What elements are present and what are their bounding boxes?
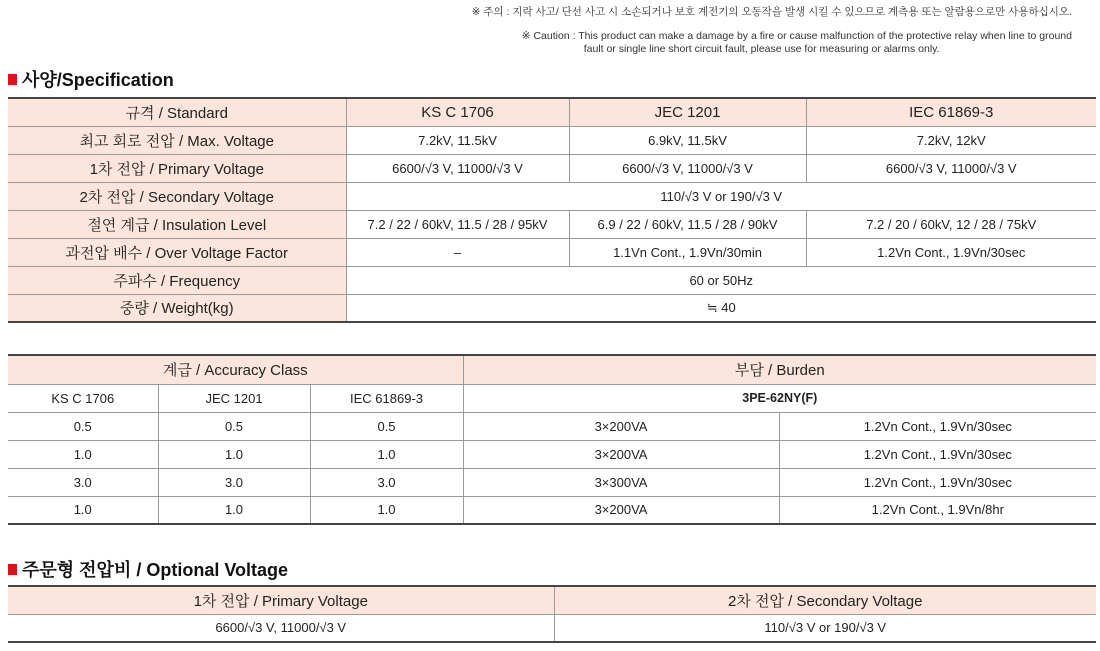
row-label: 최고 회로 전압 / Max. Voltage xyxy=(8,126,346,154)
spec-row-frequency xyxy=(8,266,1096,294)
cell-iec: 1.0 xyxy=(310,496,463,524)
row-label: 절연 계급 / Insulation Level xyxy=(8,210,346,238)
red-square-icon xyxy=(8,564,17,575)
spec-row-overvoltage xyxy=(8,238,1096,266)
spec-title-text: 사양/Specification xyxy=(22,70,174,90)
accuracy-subheader-row xyxy=(8,384,1096,412)
spec-header-standard: 규격 / Standard xyxy=(8,98,346,126)
cell-secondary: 110/√3 V or 190/√3 V xyxy=(554,614,1096,642)
optional-header-row xyxy=(8,586,1096,614)
caution-english-line2: fault or single line short circuit fault, please use for measuring or alarms only. xyxy=(583,43,940,55)
cell-burden: 3×300VA xyxy=(463,468,779,496)
cell-iec: 1.0 xyxy=(310,440,463,468)
optional-row xyxy=(8,614,1096,642)
cell-ks: 7.2 / 22 / 60kV, 11.5 / 28 / 95kV xyxy=(346,210,569,238)
spec-header-iec: IEC 61869-3 xyxy=(806,98,1096,126)
optional-section-title xyxy=(8,556,288,582)
cell-ks: 7.2kV, 11.5kV xyxy=(346,126,569,154)
optional-header-secondary: 2차 전압 / Secondary Voltage xyxy=(554,586,1096,614)
cell-iec: 0.5 xyxy=(310,412,463,440)
spec-table xyxy=(8,97,1096,323)
accuracy-table xyxy=(8,354,1096,525)
cell-iec: 3.0 xyxy=(310,468,463,496)
spec-row-primary xyxy=(8,154,1096,182)
spec-row-max-voltage xyxy=(8,126,1096,154)
cell-all: ≒ 40 xyxy=(346,294,1096,322)
cell-ks: 1.0 xyxy=(8,496,158,524)
spec-row-weight xyxy=(8,294,1096,322)
cell-factor: 1.2Vn Cont., 1.9Vn/30sec xyxy=(779,468,1096,496)
cell-ks: – xyxy=(346,238,569,266)
cell-jec: 1.1Vn Cont., 1.9Vn/30min xyxy=(569,238,806,266)
model-number: 3PE-62NY(F) xyxy=(463,384,1096,412)
cell-jec: 0.5 xyxy=(158,412,310,440)
optional-header-primary: 1차 전압 / Primary Voltage xyxy=(8,586,554,614)
red-square-icon xyxy=(8,74,17,85)
burden-header: 부담 / Burden xyxy=(463,355,1096,384)
cell-factor: 1.2Vn Cont., 1.9Vn/30sec xyxy=(779,440,1096,468)
sub-header-ks: KS C 1706 xyxy=(8,384,158,412)
cell-jec: 6600/√3 V, 11000/√3 V xyxy=(569,154,806,182)
cell-all: 110/√3 V or 190/√3 V xyxy=(346,182,1096,210)
spec-row-insulation xyxy=(8,210,1096,238)
cell-jec: 6.9kV, 11.5kV xyxy=(569,126,806,154)
cell-iec: 7.2 / 20 / 60kV, 12 / 28 / 75kV xyxy=(806,210,1096,238)
spec-header-row xyxy=(8,98,1096,126)
cell-ks: 1.0 xyxy=(8,440,158,468)
spec-section-title xyxy=(8,66,174,92)
row-label: 2차 전압 / Secondary Voltage xyxy=(8,182,346,210)
accuracy-header-row xyxy=(8,355,1096,384)
cell-iec: 1.2Vn Cont., 1.9Vn/30sec xyxy=(806,238,1096,266)
cell-burden: 3×200VA xyxy=(463,496,779,524)
cell-iec: 6600/√3 V, 11000/√3 V xyxy=(806,154,1096,182)
cell-jec: 1.0 xyxy=(158,440,310,468)
row-label: 과전압 배수 / Over Voltage Factor xyxy=(8,238,346,266)
cell-factor: 1.2Vn Cont., 1.9Vn/8hr xyxy=(779,496,1096,524)
spec-header-jec: JEC 1201 xyxy=(569,98,806,126)
accuracy-row xyxy=(8,468,1096,496)
cell-ks: 0.5 xyxy=(8,412,158,440)
accuracy-row xyxy=(8,440,1096,468)
caution-english xyxy=(522,30,1072,56)
optional-title-text: 주문형 전압비 / Optional Voltage xyxy=(22,560,289,580)
spec-header-ks: KS C 1706 xyxy=(346,98,569,126)
cell-jec: 1.0 xyxy=(158,496,310,524)
cell-ks: 6600/√3 V, 11000/√3 V xyxy=(346,154,569,182)
cell-primary: 6600/√3 V, 11000/√3 V xyxy=(8,614,554,642)
accuracy-row xyxy=(8,496,1096,524)
caution-korean: ※ 주의 : 지락 사고/ 단선 사고 시 소손되거나 보호 계전기의 오동작을 발생 시킬 수 있으므로 계측용 또는 알람용으로만 사용하십시오. xyxy=(471,6,1072,18)
sub-header-iec: IEC 61869-3 xyxy=(310,384,463,412)
cell-jec: 3.0 xyxy=(158,468,310,496)
cell-all: 60 or 50Hz xyxy=(346,266,1096,294)
cell-burden: 3×200VA xyxy=(463,440,779,468)
optional-table xyxy=(8,585,1096,643)
accuracy-row xyxy=(8,412,1096,440)
row-label: 주파수 / Frequency xyxy=(8,266,346,294)
cell-iec: 7.2kV, 12kV xyxy=(806,126,1096,154)
cell-burden: 3×200VA xyxy=(463,412,779,440)
cell-factor: 1.2Vn Cont., 1.9Vn/30sec xyxy=(779,412,1096,440)
row-label: 중량 / Weight(kg) xyxy=(8,294,346,322)
sub-header-jec: JEC 1201 xyxy=(158,384,310,412)
cell-ks: 3.0 xyxy=(8,468,158,496)
spec-row-secondary xyxy=(8,182,1096,210)
accuracy-class-header: 계급 / Accuracy Class xyxy=(8,355,463,384)
cell-jec: 6.9 / 22 / 60kV, 11.5 / 28 / 90kV xyxy=(569,210,806,238)
caution-english-line1: ※ Caution : This product can make a damage by a fire or cause malfunction of the protective relay when line to ground xyxy=(521,30,1072,42)
row-label: 1차 전압 / Primary Voltage xyxy=(8,154,346,182)
